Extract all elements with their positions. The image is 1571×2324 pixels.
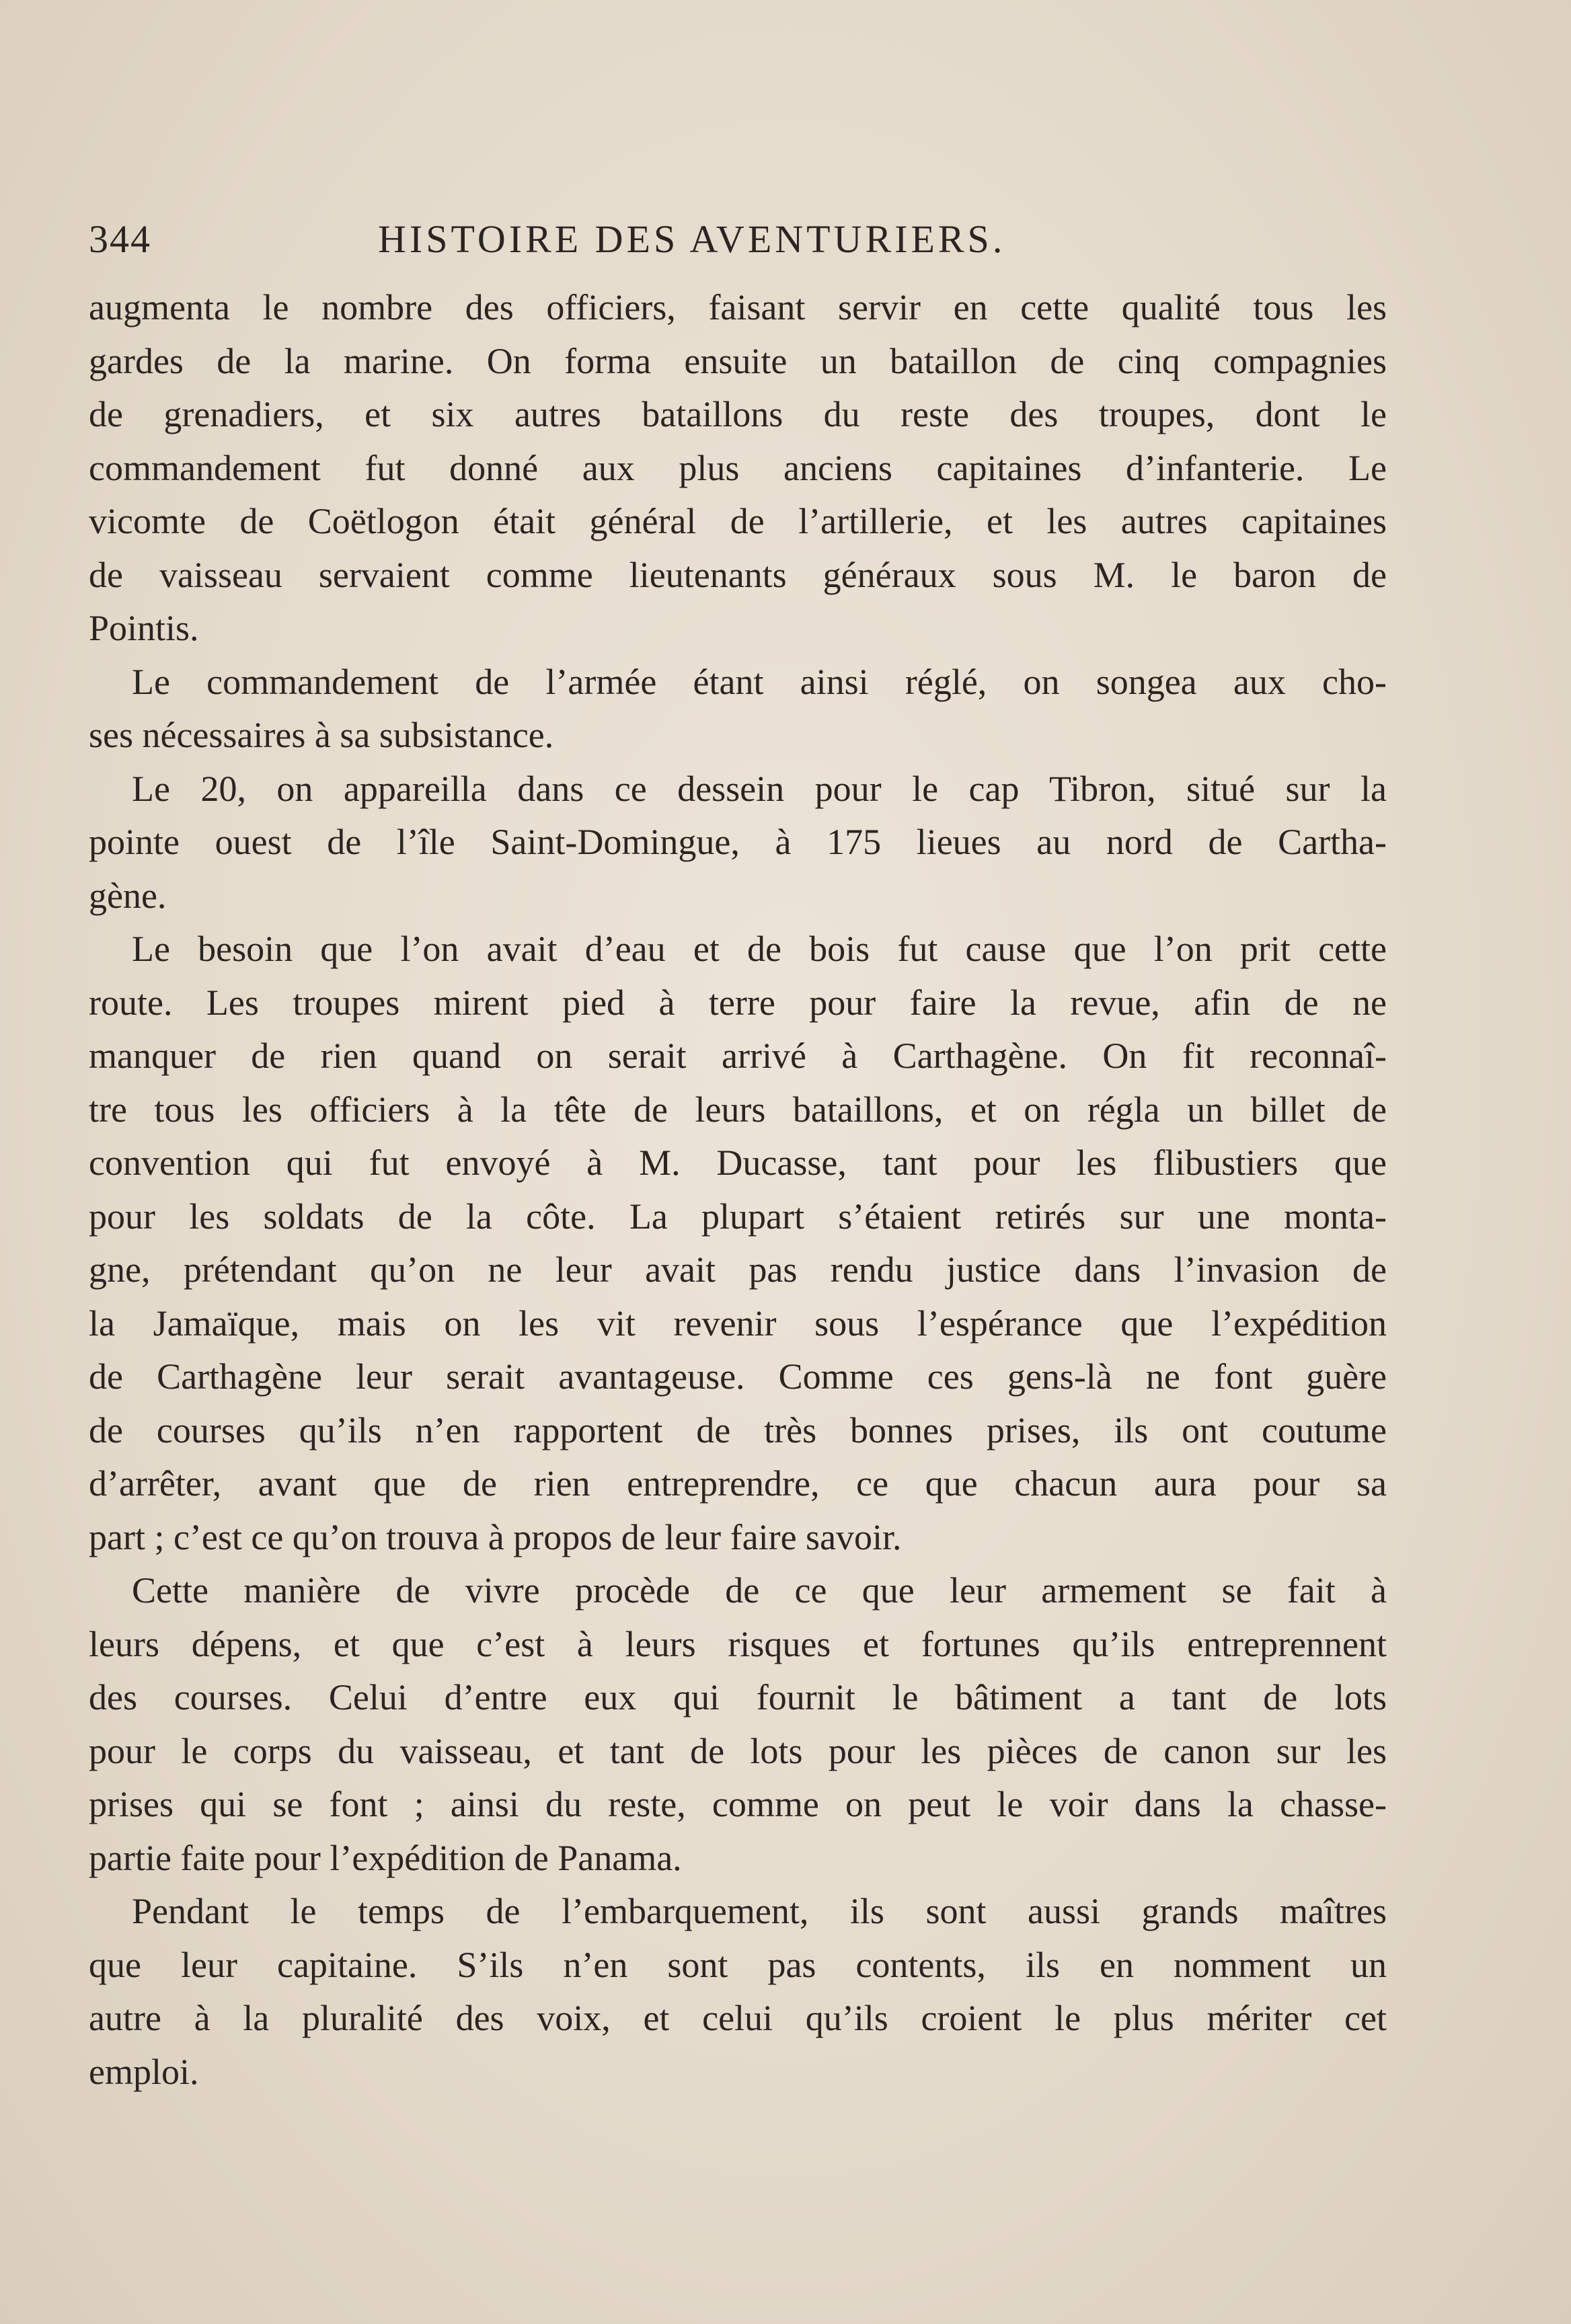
text-line: convention qui fut envoyé à M. Ducasse, tant pour les flibustiers que <box>89 1142 1387 1183</box>
body-text <box>89 281 1387 2099</box>
text-line: Pendant le temps de l’embarquement, ils sont aussi grands maîtres <box>132 1891 1387 1931</box>
text-line: route. Les troupes mirent pied à terre pour faire la revue, afin de ne <box>89 982 1387 1023</box>
text-line: pour le corps du vaisseau, et tant de lots pour les pièces de canon sur les <box>89 1730 1387 1771</box>
text-line: Le commandement de l’armée étant ainsi réglé, on songea aux cho- <box>132 661 1387 702</box>
text-line: tre tous les officiers à la tête de leurs bataillons, et on régla un billet de <box>89 1089 1387 1130</box>
text-line: d’arrêter, avant que de rien entreprendre, ce que chacun aura pour sa <box>89 1463 1387 1504</box>
text-line: gardes de la marine. On forma ensuite un bataillon de cinq compagnies <box>89 340 1387 381</box>
text-line: Pointis. <box>89 608 199 648</box>
text-line: emploi. <box>89 2051 199 2092</box>
text-line: commandement fut donné aux plus anciens capitaines d’infanterie. Le <box>89 447 1387 488</box>
text-line: part ; c’est ce qu’on trouva à propos de leur faire savoir. <box>89 1516 902 1557</box>
text-line: Le besoin que l’on avait d’eau et de bois fut cause que l’on prit cette <box>132 929 1387 969</box>
text-line: de grenadiers, et six autres bataillons du reste des troupes, dont le <box>89 394 1387 434</box>
text-line: augmenta le nombre des officiers, faisant servir en cette qualité tous les <box>89 287 1387 327</box>
text-line: ses nécessaires à sa subsistance. <box>89 715 554 755</box>
text-line: pour les soldats de la côte. La plupart s’étaient retirés sur une monta- <box>89 1196 1387 1237</box>
page-header <box>89 217 1404 270</box>
text-line: vicomte de Coëtlogon était général de l’artillerie, et les autres capitaines <box>89 501 1387 541</box>
text-line: gne, prétendant qu’on ne leur avait pas rendu justice dans l’invasion de <box>89 1249 1387 1290</box>
text-line: pointe ouest de l’île Saint-Domingue, à 175 lieues au nord de Cartha- <box>89 822 1387 862</box>
text-line: Le 20, on appareilla dans ce dessein pour le cap Tibron, situé sur la <box>132 768 1387 809</box>
text-line: prises qui se font ; ainsi du reste, comme on peut le voir dans la chasse- <box>89 1784 1387 1824</box>
text-line: de courses qu’ils n’en rapportent de très bonnes prises, ils ont coutume <box>89 1409 1387 1450</box>
page-number: 344 <box>89 217 151 261</box>
text-line: gène. <box>89 875 167 916</box>
text-line: des courses. Celui d’entre eux qui fournit le bâtiment a tant de lots <box>89 1677 1387 1717</box>
text-line: de Carthagène leur serait avantageuse. Comme ces gens-là ne font guère <box>89 1356 1387 1397</box>
text-line: Cette manière de vivre procède de ce que leur armement se fait à <box>132 1570 1387 1611</box>
text-line: la Jamaïque, mais on les vit revenir sous l’espérance que l’expédition <box>89 1303 1387 1344</box>
text-line: manquer de rien quand on serait arrivé à Carthagène. On fit reconnaî- <box>89 1036 1387 1076</box>
running-title: HISTOIRE DES AVENTURIERS. <box>378 217 1006 261</box>
text-line: leurs dépens, et que c’est à leurs risques et fortunes qu’ils entreprennent <box>89 1623 1387 1664</box>
text-line: autre à la pluralité des voix, et celui qu’ils croient le plus mériter cet <box>89 1998 1387 2038</box>
text-line: de vaisseau servaient comme lieutenants généraux sous M. le baron de <box>89 554 1387 595</box>
text-line: que leur capitaine. S’ils n’en sont pas contents, ils en nomment un <box>89 1944 1387 1985</box>
text-line: partie faite pour l’expédition de Panama. <box>89 1837 682 1878</box>
